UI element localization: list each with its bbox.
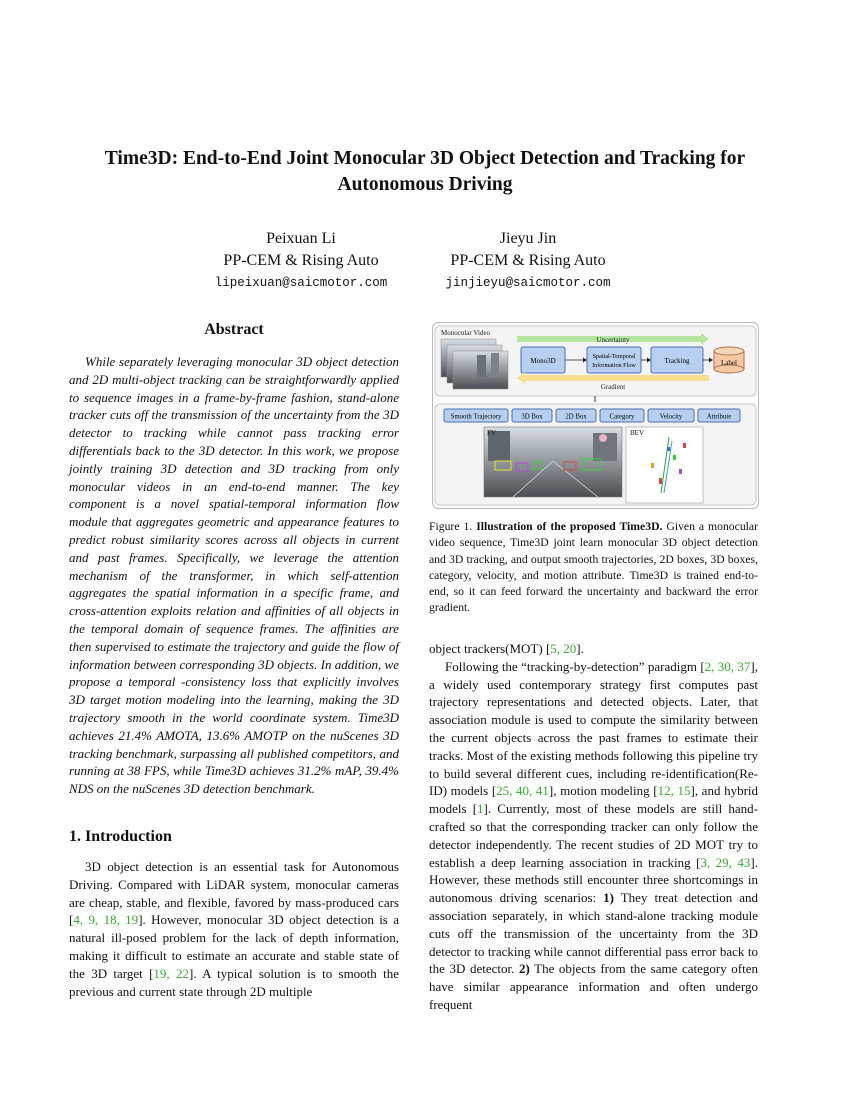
bev-image	[626, 427, 703, 503]
citation-link[interactable]: 3, 29, 43	[700, 854, 751, 870]
pipeline-diagram	[433, 323, 758, 508]
author-1	[171, 228, 431, 294]
intro-paragraph: 3D object detection is an essential task for Autonomous Driving. Compared with LiDAR system, monocular cameras are cheap, stable, and flexible, favored by mass-produced cars [4, 9, 18, 19]. However, monocular 3D object detection is a natural ill-posed problem for the lack of depth information, making it difficult to estimate an accurate and stable state of the 3D target [19, 22]. A typical solution is to smooth the previous and current state through 2D multiple	[69, 859, 399, 999]
monocular-video-label: Monocular Video	[441, 329, 491, 337]
section-heading-introduction: 1. Introduction	[69, 828, 172, 845]
bev-label: BEV	[630, 429, 644, 437]
pipeline-down-arrow: ⇓	[591, 395, 599, 404]
front-view-image	[484, 427, 622, 497]
author-name: Peixuan Li	[266, 230, 336, 247]
citation-link[interactable]: 1	[477, 801, 484, 817]
figure-caption: Figure 1. Illustration of the proposed Time3D. Given a monocular video sequence, Time3D joint learn monocular 3D object detection and 3D tracking, and output smooth trajectories, 2D boxes, 3D boxes, category, velocity, and motion attribute. Time3D is trained end-to-end, so it can feed forward the uncertainty and backward the error gradient.	[429, 520, 759, 615]
paragraph: object trackers(MOT) [5, 20].	[429, 641, 584, 656]
author-affiliation: PP-CEM & Rising Auto	[450, 252, 606, 269]
abstract-text: While separately leveraging monocular 3D object detection and 2D multi-object tracking can be straightforwardly applied to sequence images in a frame-by-frame fashion, stand-alone tracker cuts off the transmission of the uncertainty from the 3D detector to tracking while cannot pass tracking error differentials back to the 3D detector. In this work, we propose jointly training 3D detection and 3D tracking from only monocular videos in an end-to-end manner. The key component is a novel spatial-temporal information flow module that aggregates geometric and appearance features to predict robust similarity scores across all objects in current and past frames. Specifically, we leverage the attention mechanism of the transformer, in which self-attention aggregates the spatial information in a specific frame, and cross-attention exploits relation and affinities of all objects in the temporal domain of sequence frames. The affinities are then supervised to estimate the trajectory and guide the flow of information between corresponding 3D objects. In addition, we propose a temporal -consistency loss that explicitly involves 3D target motion modeling into the learning, making the 3D trajectory smooth in the world coordinate system. Time3D achieves 21.4% AMOTA, 13.6% AMOTP on the nuScenes 3D tracking benchmark, surpassing all published competitors, and running at 38 FPS, while Time3D achieves 31.2% mAP, 39.4% NDS on the nuScenes 3D detection benchmark.	[69, 354, 399, 797]
st-flow-label-1: Spatial-Temporal	[592, 353, 636, 360]
citation-link[interactable]: 12, 15	[657, 783, 691, 799]
output-chip: Attribute	[706, 413, 732, 421]
citation-link[interactable]: 25, 40, 41	[496, 783, 549, 799]
citation-link[interactable]: 19, 22	[153, 965, 189, 981]
author-email[interactable]: lipeixuan@saicmotor.com	[214, 276, 388, 290]
output-chip: Smooth Trajectory	[450, 413, 502, 421]
right-column-text	[429, 640, 758, 1014]
citation-link[interactable]: 4, 9, 18, 19	[73, 912, 139, 928]
paper-title: Time3D: End-to-End Joint Monocular 3D Object Detection and Tracking for Autonomous Driving	[104, 148, 746, 195]
mono3d-label: Mono3D	[530, 357, 556, 365]
output-chip: Category	[609, 413, 635, 421]
output-chip: 3D Box	[521, 413, 543, 421]
author-email[interactable]: jinjieyu@saicmotor.com	[445, 276, 611, 290]
uncertainty-label: Uncertainty	[596, 336, 630, 344]
author-affiliation: PP-CEM & Rising Auto	[223, 252, 379, 269]
tracking-label: Tracking	[664, 357, 690, 365]
st-flow-label-2: Information Flow	[592, 362, 636, 369]
output-chip: 2D Box	[565, 413, 587, 421]
figure-1	[432, 322, 759, 509]
abstract-heading: Abstract	[204, 321, 264, 338]
author-name: Jieyu Jin	[499, 230, 557, 247]
citation-link[interactable]: 2, 30, 37	[704, 658, 751, 674]
gradient-label: Gradient	[600, 383, 626, 391]
author-2	[398, 228, 658, 294]
citation-link[interactable]: 5, 20	[550, 641, 577, 656]
paragraph: Following the “tracking-by-detection” paradigm [2, 30, 37], a widely used contemporary strategy first computes past trajectory representations and detected objects. Later, that association module is used to compute the similarity between the current objects across the past frames to estimate their tracks. Most of the existing methods following this pipeline try to build several different cues, including re-identification(Re-ID) models [25, 40, 41], motion modeling [12, 15], and hybrid models [1]. Currently, most of these models are still hand-crafted so that the corresponding tracker can only follow the detector independently. The recent studies of 2D MOT try to establish a deep learning association in tracking [3, 29, 43]. However, these methods still encounter three shortcomings in autonomous driving scenarios: 1) They treat detection and association separately, in which stand-alone tracking module cuts off the transmission of the uncertainty from the 3D detector to tracking while cannot differential pass error back to the 3D detector. 2) The objects from the same category often have similar appearance information and often undergo frequent	[429, 658, 759, 1012]
label-text: Label	[721, 359, 737, 367]
video-frames-image	[441, 339, 508, 389]
st-flow-box	[587, 347, 641, 373]
output-chip: Velocity	[659, 413, 683, 421]
fv-label: FV	[487, 429, 496, 437]
